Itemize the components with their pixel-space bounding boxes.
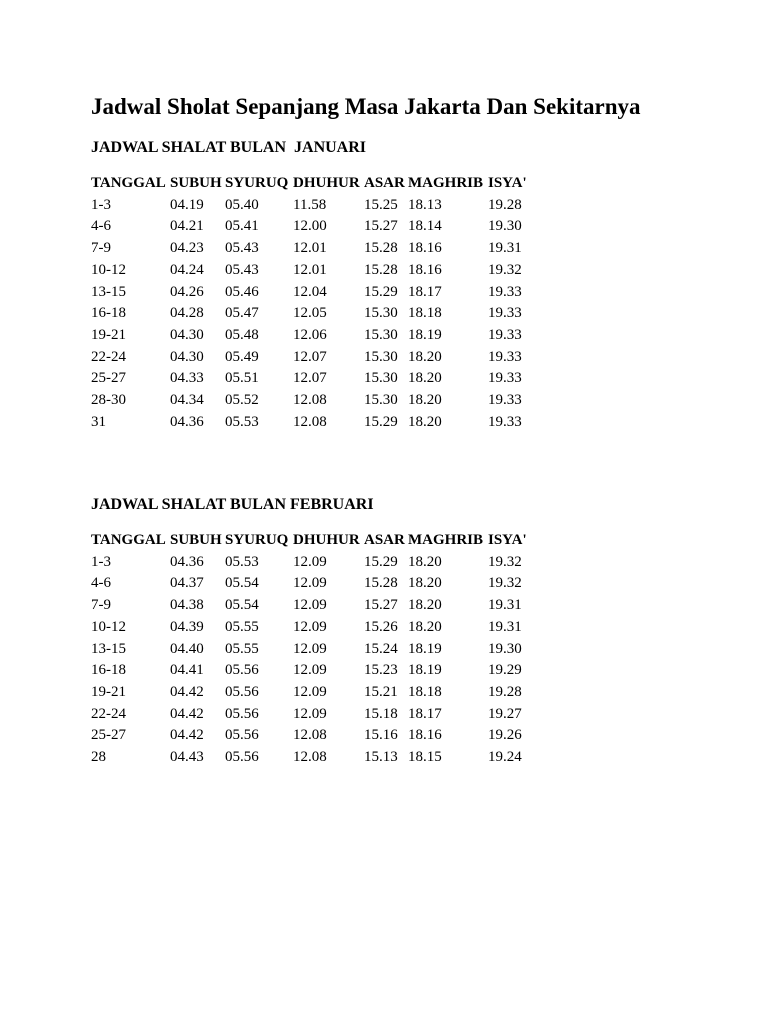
dhuhur-cell: 12.00 — [293, 218, 327, 235]
table-row — [91, 282, 538, 304]
table-row — [91, 725, 538, 747]
maghrib-cell: 18.17 — [408, 705, 442, 722]
subuh-cell: 04.34 — [170, 392, 204, 409]
subuh-cell: 04.36 — [170, 553, 204, 570]
subuh-cell: 04.23 — [170, 240, 204, 257]
asar-cell: 15.25 — [364, 196, 398, 213]
tanggal-cell: 22-24 — [91, 348, 126, 365]
asar-cell: 15.28 — [364, 240, 398, 257]
subuh-cell: 04.39 — [170, 618, 204, 635]
syuruq-cell: 05.54 — [225, 597, 259, 614]
column-header-dhuhur: DHUHUR — [293, 532, 360, 548]
isya-cell: 19.33 — [488, 348, 522, 365]
subuh-cell: 04.36 — [170, 413, 204, 430]
isya-cell: 19.29 — [488, 662, 522, 679]
dhuhur-cell: 12.09 — [293, 662, 327, 679]
subuh-cell: 04.41 — [170, 662, 204, 679]
maghrib-cell: 18.20 — [408, 618, 442, 635]
syuruq-cell: 05.56 — [225, 662, 259, 679]
subuh-cell: 04.21 — [170, 218, 204, 235]
asar-cell: 15.27 — [364, 218, 398, 235]
syuruq-cell: 05.56 — [225, 749, 259, 766]
maghrib-cell: 18.20 — [408, 575, 442, 592]
column-header-asar: ASAR — [364, 532, 405, 548]
table-row — [91, 195, 538, 217]
isya-cell: 19.33 — [488, 413, 522, 430]
maghrib-cell: 18.19 — [408, 662, 442, 679]
table-row — [91, 238, 538, 260]
isya-cell: 19.33 — [488, 392, 522, 409]
maghrib-cell: 18.20 — [408, 370, 442, 387]
tanggal-cell: 7-9 — [91, 597, 111, 614]
isya-cell: 19.33 — [488, 305, 522, 322]
syuruq-cell: 05.56 — [225, 705, 259, 722]
table-row — [91, 325, 538, 347]
syuruq-cell: 05.46 — [225, 283, 259, 300]
isya-cell: 19.32 — [488, 575, 522, 592]
column-header-isya: ISYA' — [488, 532, 527, 548]
schedule-table — [91, 173, 538, 433]
column-header-subuh: SUBUH — [170, 175, 222, 191]
dhuhur-cell: 12.01 — [293, 240, 327, 257]
syuruq-cell: 05.53 — [225, 553, 259, 570]
maghrib-cell: 18.16 — [408, 261, 442, 278]
dhuhur-cell: 12.05 — [293, 305, 327, 322]
dhuhur-cell: 12.07 — [293, 348, 327, 365]
dhuhur-cell: 12.07 — [293, 370, 327, 387]
subuh-cell: 04.28 — [170, 305, 204, 322]
tanggal-cell: 1-3 — [91, 553, 111, 570]
tanggal-cell: 13-15 — [91, 283, 126, 300]
schedule-table — [91, 530, 538, 769]
maghrib-cell: 18.18 — [408, 683, 442, 700]
subuh-cell: 04.30 — [170, 326, 204, 343]
syuruq-cell: 05.48 — [225, 326, 259, 343]
asar-cell: 15.29 — [364, 283, 398, 300]
table-row — [91, 747, 538, 769]
tanggal-cell: 10-12 — [91, 618, 126, 635]
isya-cell: 19.32 — [488, 261, 522, 278]
subuh-cell: 04.26 — [170, 283, 204, 300]
table-row — [91, 260, 538, 282]
tanggal-cell: 7-9 — [91, 240, 111, 257]
syuruq-cell: 05.51 — [225, 370, 259, 387]
table-row — [91, 390, 538, 412]
asar-cell: 15.30 — [364, 326, 398, 343]
table-row — [91, 552, 538, 574]
table-row — [91, 682, 538, 704]
subuh-cell: 04.37 — [170, 575, 204, 592]
maghrib-cell: 18.20 — [408, 413, 442, 430]
isya-cell: 19.28 — [488, 196, 522, 213]
subuh-cell: 04.33 — [170, 370, 204, 387]
isya-cell: 19.33 — [488, 370, 522, 387]
maghrib-cell: 18.20 — [408, 553, 442, 570]
dhuhur-cell: 12.09 — [293, 618, 327, 635]
isya-cell: 19.33 — [488, 326, 522, 343]
tanggal-cell: 1-3 — [91, 196, 111, 213]
maghrib-cell: 18.18 — [408, 305, 442, 322]
syuruq-cell: 05.43 — [225, 261, 259, 278]
subuh-cell: 04.42 — [170, 705, 204, 722]
tanggal-cell: 22-24 — [91, 705, 126, 722]
syuruq-cell: 05.47 — [225, 305, 259, 322]
syuruq-cell: 05.56 — [225, 683, 259, 700]
syuruq-cell: 05.40 — [225, 196, 259, 213]
header-row — [91, 530, 538, 552]
syuruq-cell: 05.55 — [225, 618, 259, 635]
section-heading: JADWAL SHALAT BULAN FEBRUARI — [91, 496, 374, 513]
dhuhur-cell: 12.09 — [293, 597, 327, 614]
isya-cell: 19.33 — [488, 283, 522, 300]
maghrib-cell: 18.19 — [408, 640, 442, 657]
dhuhur-cell: 12.09 — [293, 575, 327, 592]
column-header-maghrib: MAGHRIB — [408, 532, 483, 548]
asar-cell: 15.30 — [364, 305, 398, 322]
syuruq-cell: 05.49 — [225, 348, 259, 365]
tanggal-cell: 16-18 — [91, 305, 126, 322]
tanggal-cell: 19-21 — [91, 326, 126, 343]
syuruq-cell: 05.41 — [225, 218, 259, 235]
tanggal-cell: 16-18 — [91, 662, 126, 679]
month-section-februari — [91, 495, 731, 769]
dhuhur-cell: 12.09 — [293, 553, 327, 570]
maghrib-cell: 18.19 — [408, 326, 442, 343]
table-row — [91, 639, 538, 661]
asar-cell: 15.29 — [364, 553, 398, 570]
syuruq-cell: 05.54 — [225, 575, 259, 592]
dhuhur-cell: 12.04 — [293, 283, 327, 300]
tanggal-cell: 28-30 — [91, 392, 126, 409]
maghrib-cell: 18.16 — [408, 240, 442, 257]
subuh-cell: 04.38 — [170, 597, 204, 614]
maghrib-cell: 18.20 — [408, 597, 442, 614]
asar-cell: 15.28 — [364, 575, 398, 592]
isya-cell: 19.24 — [488, 749, 522, 766]
dhuhur-cell: 12.09 — [293, 683, 327, 700]
asar-cell: 15.30 — [364, 370, 398, 387]
subuh-cell: 04.24 — [170, 261, 204, 278]
tanggal-cell: 25-27 — [91, 370, 126, 387]
tanggal-cell: 4-6 — [91, 575, 111, 592]
isya-cell: 19.31 — [488, 597, 522, 614]
tanggal-cell: 13-15 — [91, 640, 126, 657]
subuh-cell: 04.42 — [170, 727, 204, 744]
column-header-syuruq: SYURUQ — [225, 532, 289, 548]
tanggal-cell: 28 — [91, 749, 106, 766]
column-header-syuruq: SYURUQ — [225, 175, 289, 191]
asar-cell: 15.30 — [364, 392, 398, 409]
syuruq-cell: 05.53 — [225, 413, 259, 430]
column-header-tanggal: TANGGAL — [91, 175, 166, 191]
isya-cell: 19.30 — [488, 640, 522, 657]
dhuhur-cell: 12.08 — [293, 392, 327, 409]
asar-cell: 15.21 — [364, 683, 398, 700]
dhuhur-cell: 12.08 — [293, 749, 327, 766]
column-header-tanggal: TANGGAL — [91, 532, 166, 548]
subuh-cell: 04.40 — [170, 640, 204, 657]
header-row — [91, 173, 538, 195]
isya-cell: 19.32 — [488, 553, 522, 570]
maghrib-cell: 18.20 — [408, 348, 442, 365]
column-header-dhuhur: DHUHUR — [293, 175, 360, 191]
asar-cell: 15.13 — [364, 749, 398, 766]
asar-cell: 15.30 — [364, 348, 398, 365]
isya-cell: 19.28 — [488, 683, 522, 700]
dhuhur-cell: 12.01 — [293, 261, 327, 278]
asar-cell: 15.29 — [364, 413, 398, 430]
maghrib-cell: 18.15 — [408, 749, 442, 766]
table-body — [91, 195, 538, 434]
syuruq-cell: 05.52 — [225, 392, 259, 409]
dhuhur-cell: 12.06 — [293, 326, 327, 343]
isya-cell: 19.31 — [488, 618, 522, 635]
subuh-cell: 04.30 — [170, 348, 204, 365]
table-row — [91, 660, 538, 682]
table-row — [91, 617, 538, 639]
column-header-isya: ISYA' — [488, 175, 527, 191]
maghrib-cell: 18.13 — [408, 196, 442, 213]
column-header-maghrib: MAGHRIB — [408, 175, 483, 191]
column-header-subuh: SUBUH — [170, 532, 222, 548]
dhuhur-cell: 11.58 — [293, 196, 327, 213]
table-row — [91, 216, 538, 238]
tanggal-cell: 19-21 — [91, 683, 126, 700]
maghrib-cell: 18.17 — [408, 283, 442, 300]
asar-cell: 15.26 — [364, 618, 398, 635]
syuruq-cell: 05.43 — [225, 240, 259, 257]
isya-cell: 19.31 — [488, 240, 522, 257]
maghrib-cell: 18.14 — [408, 218, 442, 235]
tanggal-cell: 31 — [91, 413, 106, 430]
table-row — [91, 368, 538, 390]
asar-cell: 15.28 — [364, 261, 398, 278]
subuh-cell: 04.19 — [170, 196, 204, 213]
isya-cell: 19.27 — [488, 705, 522, 722]
isya-cell: 19.30 — [488, 218, 522, 235]
table-row — [91, 704, 538, 726]
syuruq-cell: 05.56 — [225, 727, 259, 744]
maghrib-cell: 18.20 — [408, 392, 442, 409]
tanggal-cell: 25-27 — [91, 727, 126, 744]
asar-cell: 15.24 — [364, 640, 398, 657]
table-row — [91, 303, 538, 325]
asar-cell: 15.16 — [364, 727, 398, 744]
dhuhur-cell: 12.09 — [293, 705, 327, 722]
table-body — [91, 552, 538, 769]
asar-cell: 15.27 — [364, 597, 398, 614]
table-row — [91, 412, 538, 434]
dhuhur-cell: 12.08 — [293, 413, 327, 430]
table-row — [91, 595, 538, 617]
asar-cell: 15.23 — [364, 662, 398, 679]
tanggal-cell: 10-12 — [91, 261, 126, 278]
month-section-januari — [91, 138, 731, 433]
subuh-cell: 04.43 — [170, 749, 204, 766]
syuruq-cell: 05.55 — [225, 640, 259, 657]
dhuhur-cell: 12.08 — [293, 727, 327, 744]
document-title: Jadwal Sholat Sepanjang Masa Jakarta Dan Sekitarnya — [91, 94, 641, 119]
column-header-asar: ASAR — [364, 175, 405, 191]
tanggal-cell: 4-6 — [91, 218, 111, 235]
maghrib-cell: 18.16 — [408, 727, 442, 744]
asar-cell: 15.18 — [364, 705, 398, 722]
dhuhur-cell: 12.09 — [293, 640, 327, 657]
isya-cell: 19.26 — [488, 727, 522, 744]
table-row — [91, 573, 538, 595]
subuh-cell: 04.42 — [170, 683, 204, 700]
section-heading: JADWAL SHALAT BULAN JANUARI — [91, 139, 367, 156]
table-row — [91, 347, 538, 369]
